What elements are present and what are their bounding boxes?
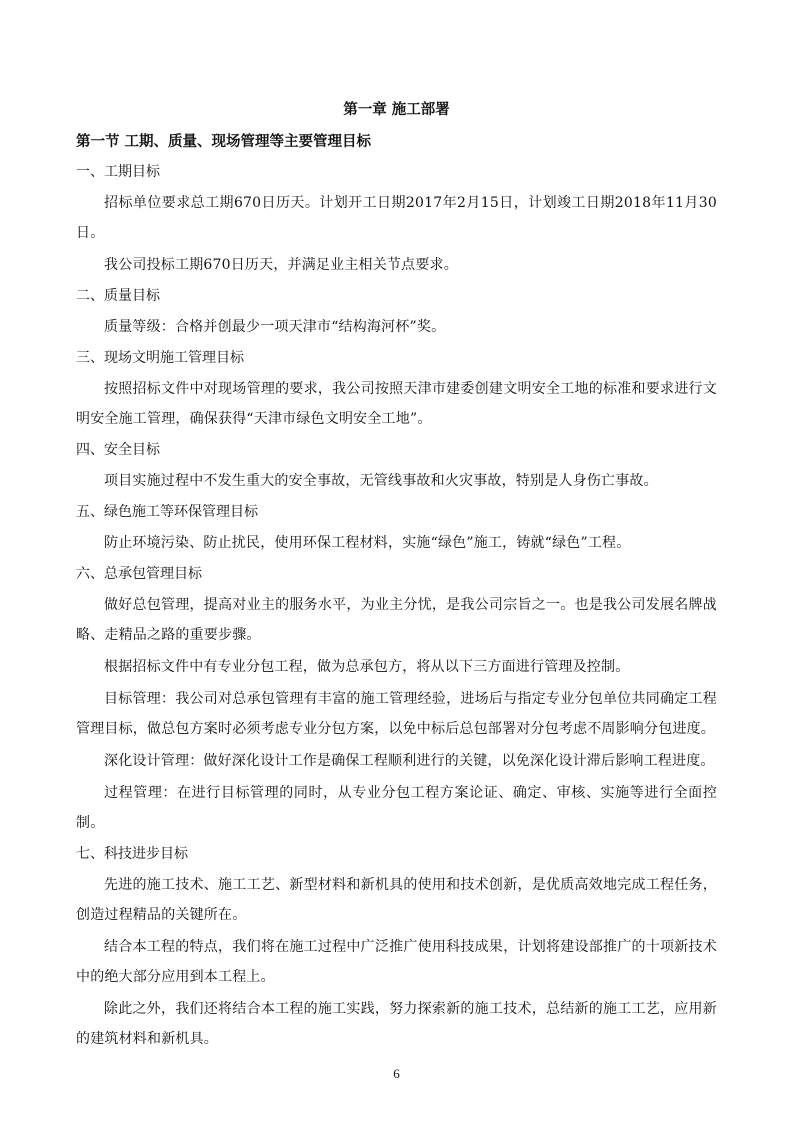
paragraph: 结合本工程的特点，我们将在施工过程中广泛推广使用科技成果，计划将建设部推广的十项新技术中的绝大部分应用到本工程上。 [76, 939, 717, 985]
paragraph: 深化设计管理：做好深化设计工作是确保工程顺利进行的关键，以免深化设计滞后影响工程进度。 [104, 753, 715, 769]
paragraph: 根据招标文件中有专业分包工程，做为总承包方，将从以下三方面进行管理及控制。 [104, 659, 630, 675]
paragraph: 按照招标文件中对现场管理的要求，我公司按照天津市建委创建文明安全工地的标准和要求进行文明安全施工管理，确保获得“天津市绿色文明安全工地”。 [76, 381, 717, 427]
paragraph: 过程管理：在进行目标管理的同时，从专业分包工程方案论证、确定、审核、实施等进行全面控制。 [76, 785, 717, 831]
goal-item-site-civilization [76, 344, 717, 434]
goal-heading: 四、安全目标 [76, 442, 160, 458]
paragraph: 除此之外，我们还将结合本工程的施工实践，努力探索新的施工技术，总结新的施工工艺，应用新的建筑材料和新机具。 [76, 1001, 717, 1047]
chapter-title: 第一章 施工部署 [343, 101, 450, 118]
goal-item-general-contracting [76, 560, 717, 838]
goal-heading: 三、现场文明施工管理目标 [76, 350, 244, 366]
goal-heading: 二、质量目标 [76, 288, 160, 304]
goal-item-schedule [76, 158, 717, 280]
goal-item-safety [76, 436, 717, 496]
goal-heading: 七、科技进步目标 [76, 846, 188, 862]
goal-heading: 一、工期目标 [76, 164, 160, 180]
page-number: 6 [393, 1066, 400, 1081]
paragraph: 质量等级：合格并创最少一项天津市“结构海河杯”奖。 [104, 319, 446, 335]
paragraph: 先进的施工技术、施工工艺、新型材料和新机具的使用和技术创新，是优质高效地完成工程任务，创造过程精品的关键所在。 [76, 877, 717, 923]
paragraph: 招标单位要求总工期670日历天。计划开工日期2017年2月15日，计划竣工日期2018年11月30日。 [76, 195, 717, 241]
goal-item-technology [76, 840, 717, 1054]
paragraph: 防止环境污染、防止扰民，使用环保工程材料，实施“绿色”施工，铸就“绿色”工程。 [104, 535, 631, 551]
paragraph: 我公司投标工期670日历天，并满足业主相关节点要求。 [104, 257, 458, 273]
paragraph: 项目实施过程中不发生重大的安全事故，无管线事故和火灾事故，特别是人身伤亡事故。 [104, 473, 658, 489]
goal-item-quality [76, 282, 717, 342]
goal-heading: 六、总承包管理目标 [76, 566, 202, 582]
paragraph: 目标管理：我公司对总承包管理有丰富的施工管理经验，进场后与指定专业分包单位共同确定工程管理目标，做总包方案时必须考虑专业分包方案，以免中标后总包部署对分包考虑不周影响分包进度。 [76, 691, 717, 737]
goal-item-green-construction [76, 498, 717, 558]
section-title: 第一节 工期、质量、现场管理等主要管理目标 [76, 133, 372, 150]
paragraph: 做好总包管理，提高对业主的服务水平，为业主分忧，是我公司宗旨之一。也是我公司发展名牌战略、走精品之路的重要步骤。 [76, 597, 717, 643]
goal-heading: 五、绿色施工等环保管理目标 [76, 504, 258, 520]
